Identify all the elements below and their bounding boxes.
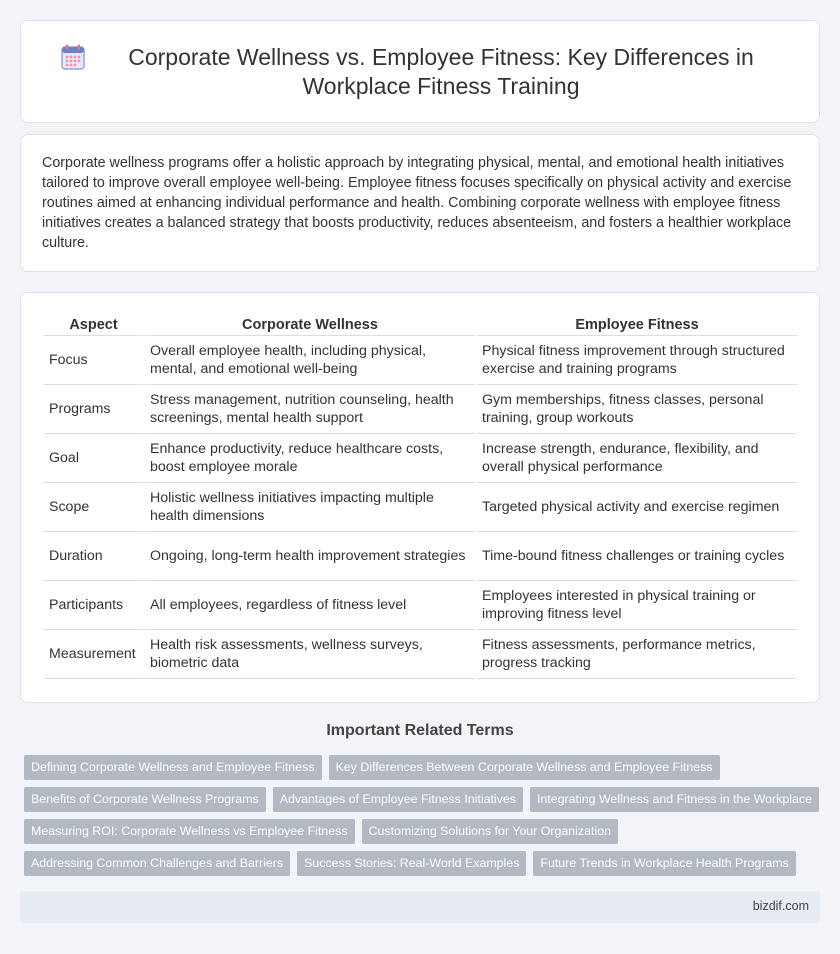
header-aspect: Aspect xyxy=(44,314,143,336)
page-title: Corporate Wellness vs. Employee Fitness: Key Differences in Workplace Fitness Training xyxy=(128,43,754,99)
comparison-table-card xyxy=(20,292,820,703)
table-row xyxy=(44,630,797,679)
table-row xyxy=(44,385,797,434)
related-term-link[interactable]: Customizing Solutions for Your Organization xyxy=(362,819,618,844)
aspect-cell: Participants xyxy=(44,581,143,630)
tag-row xyxy=(24,851,824,876)
aspect-cell: Programs xyxy=(44,385,143,434)
header-corporate-wellness: Corporate Wellness xyxy=(145,314,475,336)
related-term-link[interactable]: Measuring ROI: Corporate Wellness vs Employee Fitness xyxy=(24,819,355,844)
corporate-wellness-cell: All employees, regardless of fitness level xyxy=(145,581,475,630)
employee-fitness-cell: Fitness assessments, performance metrics, progress tracking xyxy=(477,630,797,679)
table-header-row xyxy=(44,314,797,336)
intro-card xyxy=(20,134,820,272)
employee-fitness-cell: Targeted physical activity and exercise regimen xyxy=(477,483,797,532)
employee-fitness-cell: Gym memberships, fitness classes, personal training, group workouts xyxy=(477,385,797,434)
corporate-wellness-cell: Holistic wellness initiatives impacting multiple health dimensions xyxy=(145,483,475,532)
related-term-link[interactable]: Defining Corporate Wellness and Employee Fitness xyxy=(24,755,322,780)
intro-paragraph: Corporate wellness programs offer a holistic approach by integrating physical, mental, and emotional health initiatives tailored to improve overall employee well-being. Employee fitness focuses specifically on physical activity and exercise routines aimed at enhancing individual performance and health. Combining corporate wellness with employee fitness initiatives creates a balanced strategy that boosts productivity, reduces absenteeism, and fosters a healthier workplace culture. xyxy=(42,155,792,251)
table-row xyxy=(44,434,797,483)
tag-row xyxy=(24,755,824,780)
related-terms-list xyxy=(24,755,824,883)
related-term-link[interactable]: Future Trends in Workplace Health Programs xyxy=(533,851,795,876)
table-row xyxy=(44,532,797,581)
table-row xyxy=(44,336,797,385)
aspect-cell: Focus xyxy=(44,336,143,385)
employee-fitness-cell: Employees interested in physical training or improving fitness level xyxy=(477,581,797,630)
related-term-link[interactable]: Benefits of Corporate Wellness Programs xyxy=(24,787,266,812)
table-row xyxy=(44,581,797,630)
corporate-wellness-cell: Enhance productivity, reduce healthcare costs, boost employee morale xyxy=(145,434,475,483)
related-term-link[interactable]: Integrating Wellness and Fitness in the Workplace xyxy=(530,787,819,812)
employee-fitness-cell: Time-bound fitness challenges or training cycles xyxy=(477,532,797,581)
table-row xyxy=(44,483,797,532)
footer-site-link[interactable]: bizdif.com xyxy=(752,899,809,913)
aspect-cell: Measurement xyxy=(44,630,143,679)
calendar-icon xyxy=(61,44,85,70)
employee-fitness-cell: Increase strength, endurance, flexibility, and overall physical performance xyxy=(477,434,797,483)
related-terms-heading: Important Related Terms xyxy=(326,722,514,739)
title-card xyxy=(20,20,820,123)
aspect-cell: Duration xyxy=(44,532,143,581)
tag-row xyxy=(24,819,824,844)
related-term-link[interactable]: Advantages of Employee Fitness Initiatives xyxy=(273,787,523,812)
related-term-link[interactable]: Success Stories: Real-World Examples xyxy=(297,851,526,876)
employee-fitness-cell: Physical fitness improvement through structured exercise and training programs xyxy=(477,336,797,385)
aspect-cell: Goal xyxy=(44,434,143,483)
comparison-table xyxy=(42,314,799,679)
tag-row xyxy=(24,787,824,812)
related-term-link[interactable]: Addressing Common Challenges and Barriers xyxy=(24,851,290,876)
header-employee-fitness: Employee Fitness xyxy=(477,314,797,336)
aspect-cell: Scope xyxy=(44,483,143,532)
corporate-wellness-cell: Health risk assessments, wellness surveys, biometric data xyxy=(145,630,475,679)
corporate-wellness-cell: Overall employee health, including physical, mental, and emotional well-being xyxy=(145,336,475,385)
footer xyxy=(20,891,820,923)
related-term-link[interactable]: Key Differences Between Corporate Wellness and Employee Fitness xyxy=(329,755,720,780)
corporate-wellness-cell: Ongoing, long-term health improvement strategies xyxy=(145,532,475,581)
corporate-wellness-cell: Stress management, nutrition counseling, health screenings, mental health support xyxy=(145,385,475,434)
